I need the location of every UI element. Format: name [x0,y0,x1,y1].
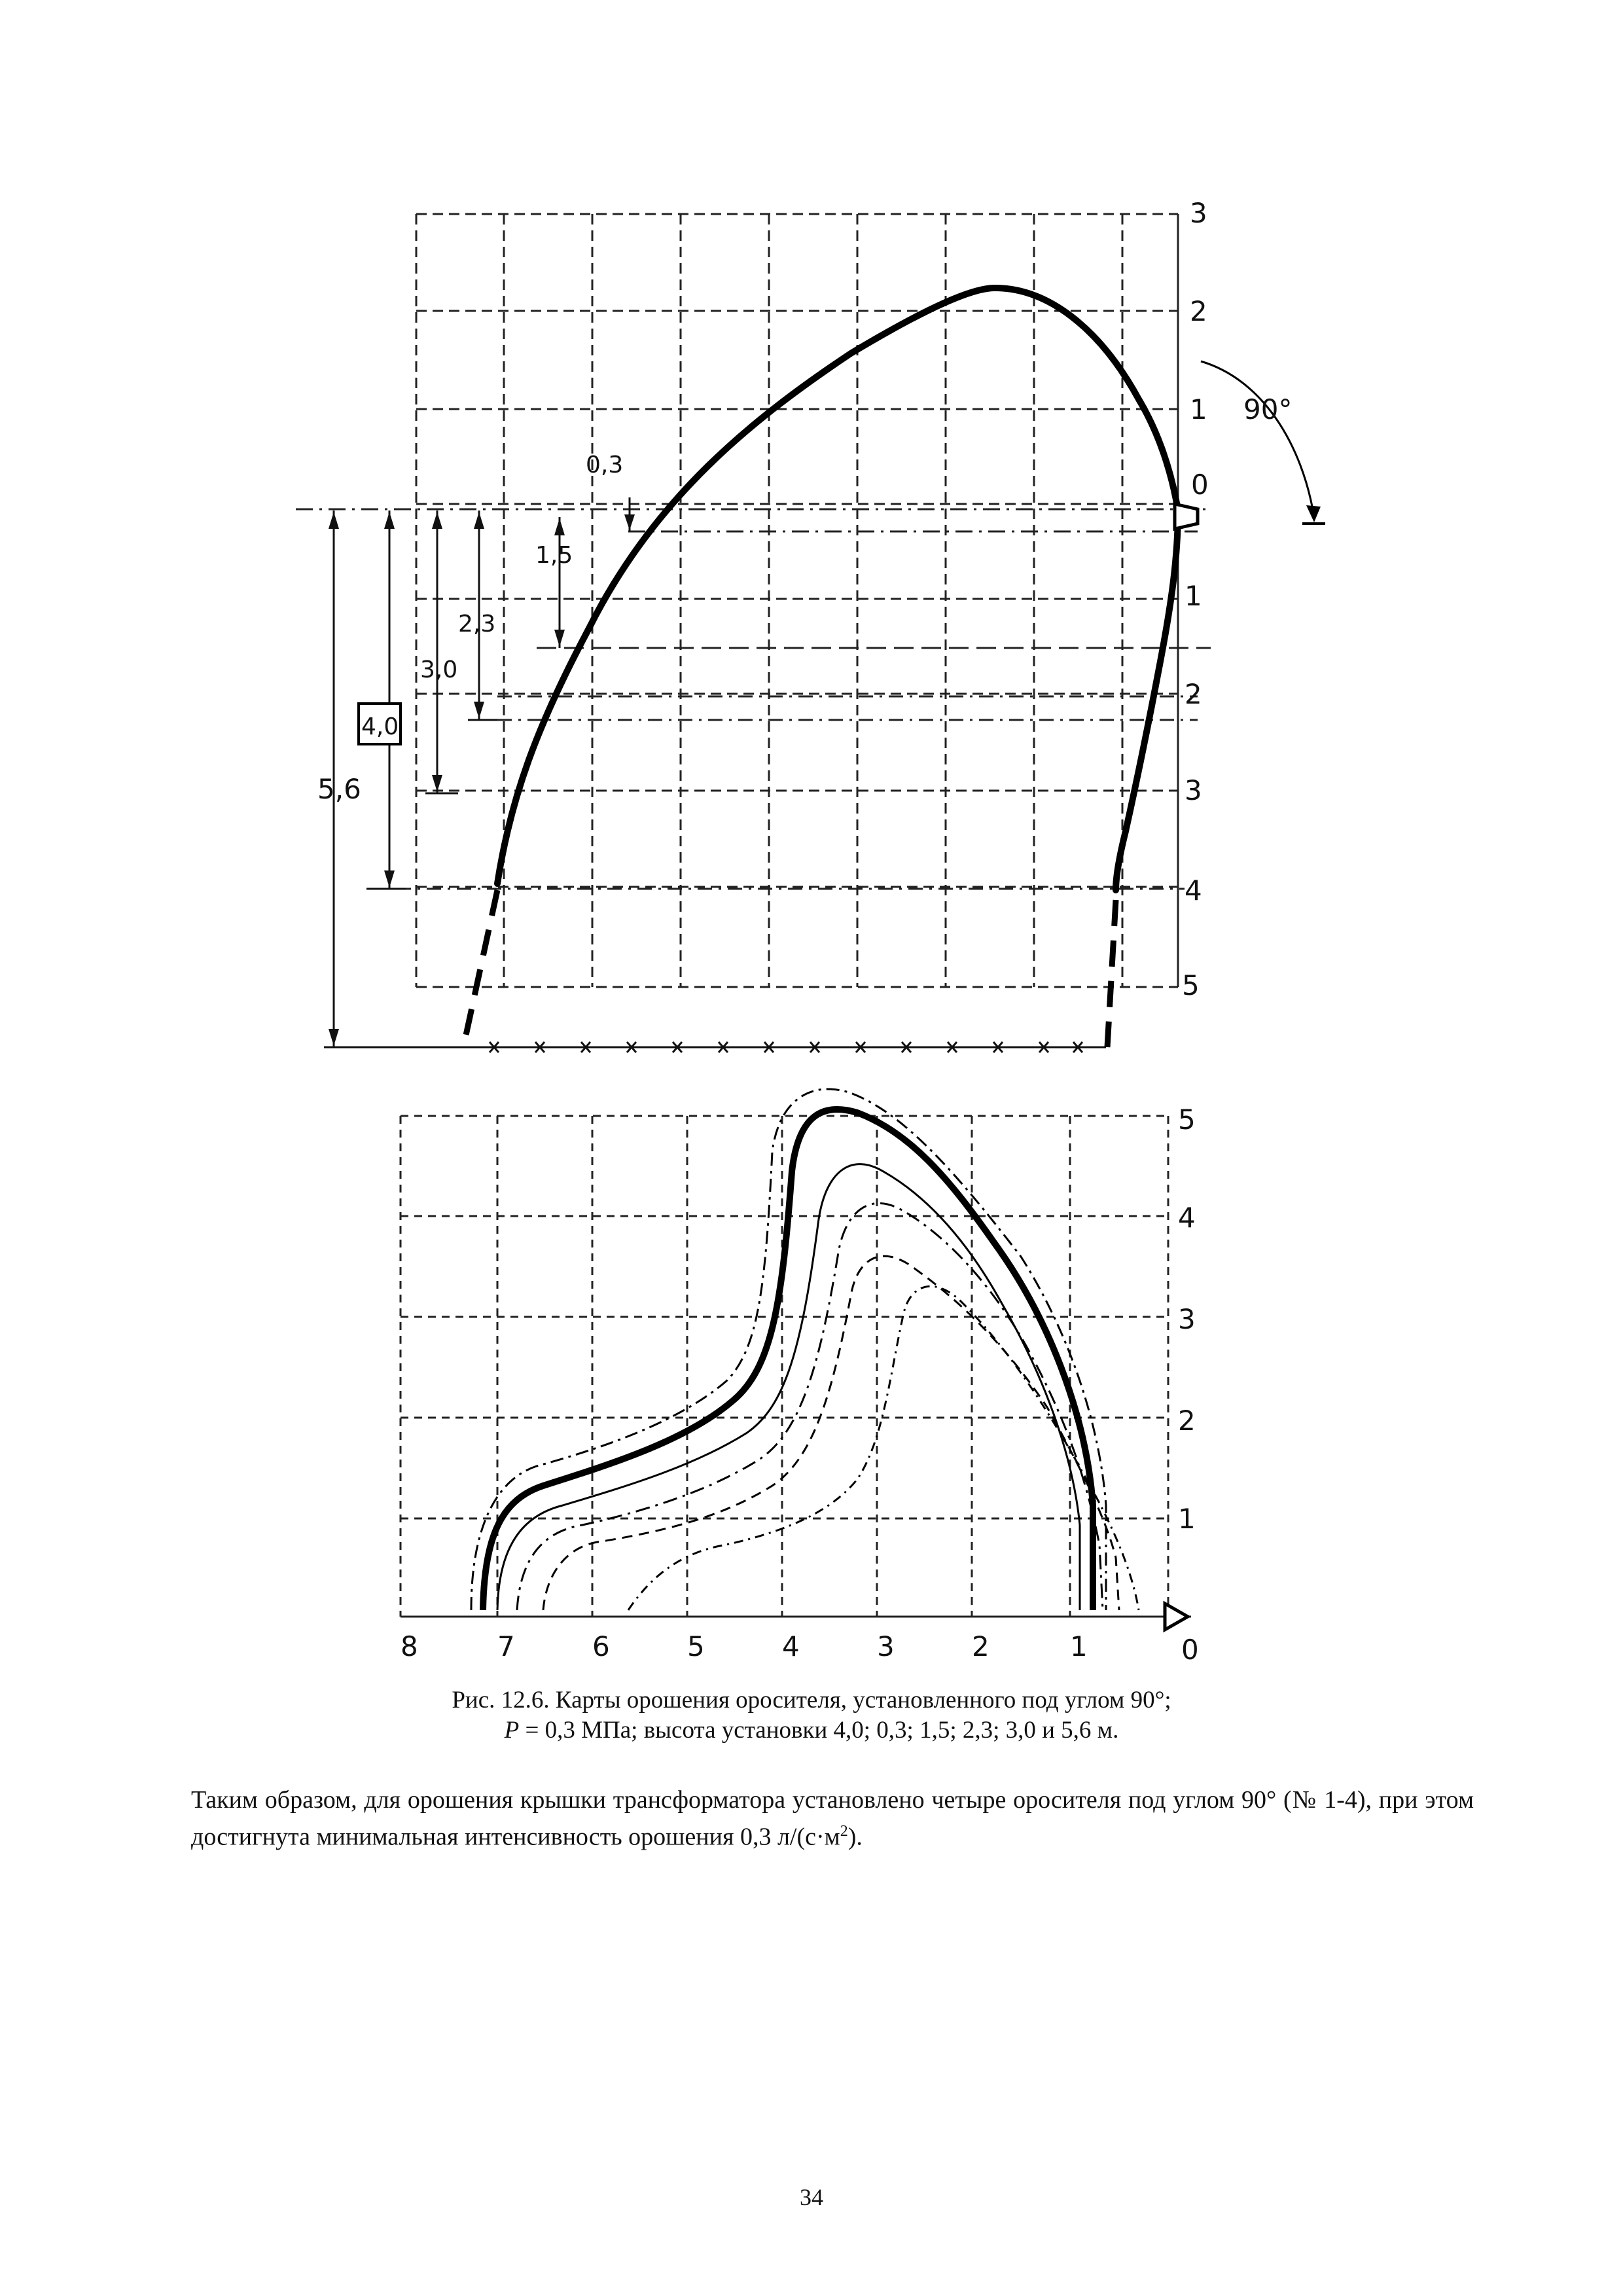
page-number: 34 [800,2184,823,2210]
figure-caption [0,1685,1623,1746]
height-label: 2,3 [458,611,496,637]
lower-y-label: 4 [1178,1202,1196,1234]
upper-scale-label: 0 [1191,469,1209,501]
angle-label: 90° [1243,393,1293,425]
upper-angle-arc [1201,361,1314,517]
upper-scale-label: 3 [1190,197,1207,229]
height-label: 4,0 [361,713,399,740]
lower-x-label: 7 [497,1630,515,1662]
caption-pressure-symbol: P [504,1717,520,1744]
upper-dimension-arrows [329,512,635,1046]
body-paragraph-end: ). [847,1823,863,1851]
body-paragraph [191,1784,1474,1853]
upper-scale-label: 2 [1190,295,1207,327]
lower-grid [401,1116,1191,1617]
upper-scale-label: 2 [1185,678,1202,710]
height-label: 0,3 [586,452,624,478]
lower-x-label: 3 [877,1630,895,1662]
body-paragraph-text: Таким образом, для орошения крышки трансформатора установлено четыре оросителя под углом 90° (№ 1-4), при этом достигнута минимальная интенсивность орошения 0,3 л/(с·м [191,1786,1474,1851]
lower-diagram [401,1089,1199,1666]
upper-spray-envelope [497,288,1178,890]
lower-x-label: 2 [972,1630,990,1662]
height-label: 1,5 [535,542,573,569]
lower-nozzle-icon [1165,1604,1188,1630]
upper-spray-extension-right [1107,900,1116,1047]
lower-y-label: 3 [1178,1303,1196,1335]
lower-y-label: 1 [1178,1503,1196,1535]
lower-y-label: 2 [1178,1405,1196,1437]
lower-x-label: 4 [782,1630,800,1662]
upper-nozzle-icon [1175,504,1198,529]
height-label: 3,0 [420,656,458,683]
caption-line-2 [0,1715,1623,1746]
lower-x-label: 1 [1070,1630,1088,1662]
upper-scale-label: 5 [1182,969,1200,1001]
body-paragraph-sup: 2 [840,1823,848,1840]
caption-line-2-text: = 0,3 МПа; высота установки 4,0; 0,3; 1,5; 2,3; 3,0 и 5,6 м. [519,1717,1119,1744]
upper-dimension-lines [324,497,1106,1047]
upper-diagram [296,197,1325,1052]
height-label: 5,6 [317,773,361,805]
contour-outer-crossed [471,1089,1106,1610]
lower-x-label: 8 [401,1630,418,1662]
lower-contours [471,1089,1139,1610]
lower-x-label: 0 [1181,1634,1199,1666]
caption-line-1: Рис. 12.6. Карты орошения оросителя, установленного под углом 90°; [452,1687,1171,1713]
upper-angle-arrow [1306,505,1321,522]
lower-y-label: 5 [1178,1103,1196,1136]
lower-x-label: 6 [592,1630,610,1662]
contour-thick [483,1109,1093,1610]
upper-spray-extension-left [463,890,497,1047]
upper-scale-label: 3 [1185,774,1202,806]
upper-scale-label: 1 [1185,580,1202,612]
upper-scale-label: 1 [1190,393,1207,425]
upper-scale-label: 4 [1185,874,1202,906]
upper-level-lines [296,509,1211,889]
lower-x-label: 5 [687,1630,705,1662]
upper-grid [416,214,1178,987]
contour-dashdot [517,1203,1103,1610]
